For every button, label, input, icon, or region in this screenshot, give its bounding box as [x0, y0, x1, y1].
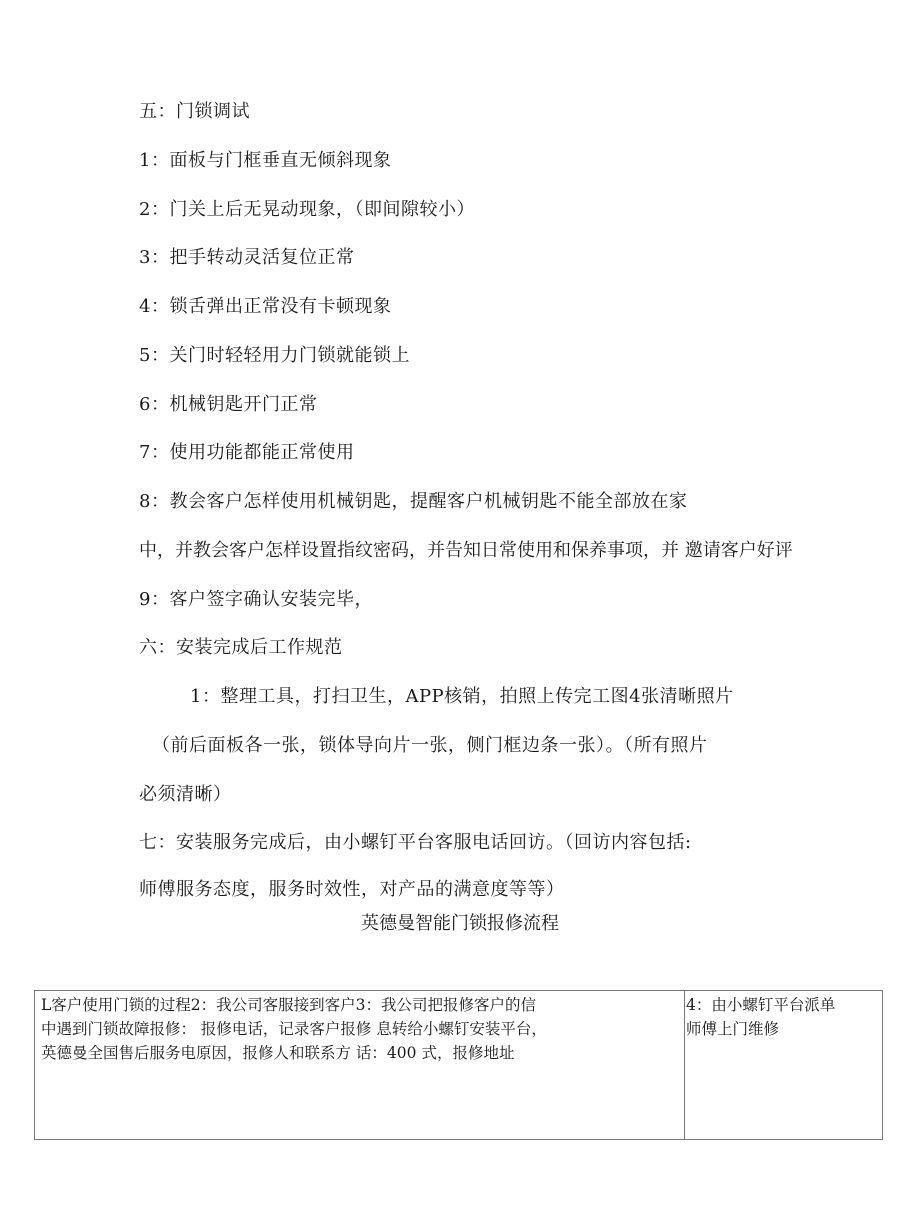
- section-heading-door-lock-debugging: 五：门锁调试: [139, 101, 250, 122]
- table-cell-line: 中遇到门锁故障报修： 报修电话，记录客户报修 息转给小螺钉安装平台，: [41, 1020, 547, 1038]
- checklist-item-7: 7：使用功能都能正常使用: [139, 442, 355, 463]
- table-cell-line: L客户使用门锁的过程2：我公司客服接到客户3：我公司把报修客户的信: [41, 996, 537, 1014]
- repair-flow-title: 英德曼智能门锁报修流程: [361, 913, 559, 934]
- norm-item-1-end: 必须清晰）: [139, 784, 232, 805]
- section-heading-follow-up-call: 七：安装服务完成后，由小螺钉平台客服电话回访。（回访内容包括:: [139, 832, 692, 853]
- table-cell-line: 师傅上门维修: [686, 1020, 780, 1038]
- section-heading-post-install-norms: 六：安装完成后工作规范: [139, 637, 343, 658]
- norm-item-1-continued: （前后面板各一张，锁体导向片一张，侧门框边条一张）。（所有照片: [152, 735, 708, 756]
- checklist-item-9: 9：客户签字确认安装完毕，: [139, 589, 373, 610]
- checklist-item-2: 2：门关上后无晃动现象，（即间隙较小）: [139, 199, 475, 220]
- checklist-item-3: 3：把手转动灵活复位正常: [139, 247, 355, 268]
- checklist-item-5: 5：关门时轻轻用力门锁就能锁上: [139, 345, 410, 366]
- follow-up-call-continued: 师傅服务态度，服务时效性，对产品的满意度等等）: [139, 879, 565, 900]
- table-cell-steps-1-3: [41, 993, 681, 1065]
- table-column-divider: [684, 991, 685, 1139]
- checklist-item-8-continued: 中，并教会客户怎样设置指纹密码，并告知日常使用和保养事项，并 邀请客户好评: [139, 540, 793, 561]
- repair-flow-table: [34, 990, 883, 1140]
- table-cell-step-4: [686, 993, 881, 1041]
- checklist-item-6: 6：机械钥匙开门正常: [139, 394, 318, 415]
- checklist-item-4: 4：锁舌弹出正常没有卡顿现象: [139, 296, 392, 317]
- table-cell-line: 英德曼全国售后服务电原因，报修人和联系方 话：400 式，报修地址: [41, 1044, 515, 1062]
- norm-item-1: 1：整理工具，打扫卫生，APP核销，拍照上传完工图4张清晰照片: [190, 686, 734, 707]
- checklist-item-8: 8：教会客户怎样使用机械钥匙，提醒客户机械钥匙不能全部放在家: [139, 491, 688, 512]
- checklist-item-1: 1：面板与门框垂直无倾斜现象: [139, 150, 392, 171]
- table-cell-line: 4：由小螺钉平台派单: [686, 996, 836, 1014]
